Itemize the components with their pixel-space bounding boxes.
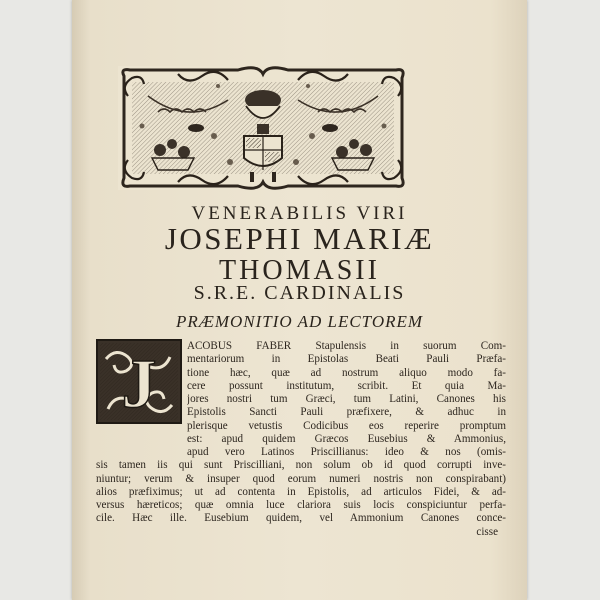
text-line: ACOBUS FABER Stapulensis in suorum Com- bbox=[187, 340, 506, 352]
heading-line-4: S.R.E. CARDINALIS bbox=[193, 282, 406, 304]
heading-line-3: THOMASII bbox=[219, 255, 380, 286]
body-text bbox=[96, 340, 506, 539]
dropcap-letter: J bbox=[121, 346, 157, 423]
text-line: mentariorum in Epistolas Beati Pauli Præfa- bbox=[187, 353, 506, 366]
subheading: PRÆMONITIO AD LECTOREM bbox=[175, 312, 424, 331]
heading-line-1: VENERABILIS VIRI bbox=[191, 203, 408, 224]
catchword: cisse bbox=[476, 525, 498, 538]
text-line: est: apud quidem Græcos Eusebius & Ammonius, bbox=[187, 432, 506, 445]
text-line: versus hæreticos; quæ omnia luce clariora suis locis conspiciuntur perfa- bbox=[96, 499, 506, 511]
text-line: sis tamen iis qui sunt Priscilliani, non solum ob id quod corrupti inve- bbox=[96, 459, 506, 472]
text-line: Epistolis Sancti Pauli præfixere, & adhuc in bbox=[187, 406, 506, 419]
bleed-through-text bbox=[210, 28, 360, 36]
ornamental-headpiece bbox=[118, 66, 408, 190]
text-line: niuntur; verum & insuper quod eorum numeri nostris non conspirabant) bbox=[96, 472, 506, 485]
text-line: tione hæc, quæ ad nostrum aliquo modo fa- bbox=[187, 366, 506, 379]
heading-line-2: JOSEPHI MARIÆ bbox=[164, 221, 435, 256]
text-line: alios præfiximus; ut ad contenta in Epistolis, ad articulos Fidei, & ad- bbox=[96, 485, 506, 498]
text-line: cere possunt institutum, scribit. Et quia Ma- bbox=[187, 379, 506, 392]
text-line: apud vero Latinos Priscillianus: ideo & nos (omis- bbox=[187, 446, 506, 458]
text-line: jores nostri tum Græci, tum Latini, Canones his bbox=[187, 393, 506, 405]
text-line: plerisque vetustis Codicibus eos reperire promptum bbox=[187, 419, 506, 432]
text-line: cile. Hæc ille. Eusebium quidem, vel Ammonium Canones conce- bbox=[96, 512, 506, 525]
